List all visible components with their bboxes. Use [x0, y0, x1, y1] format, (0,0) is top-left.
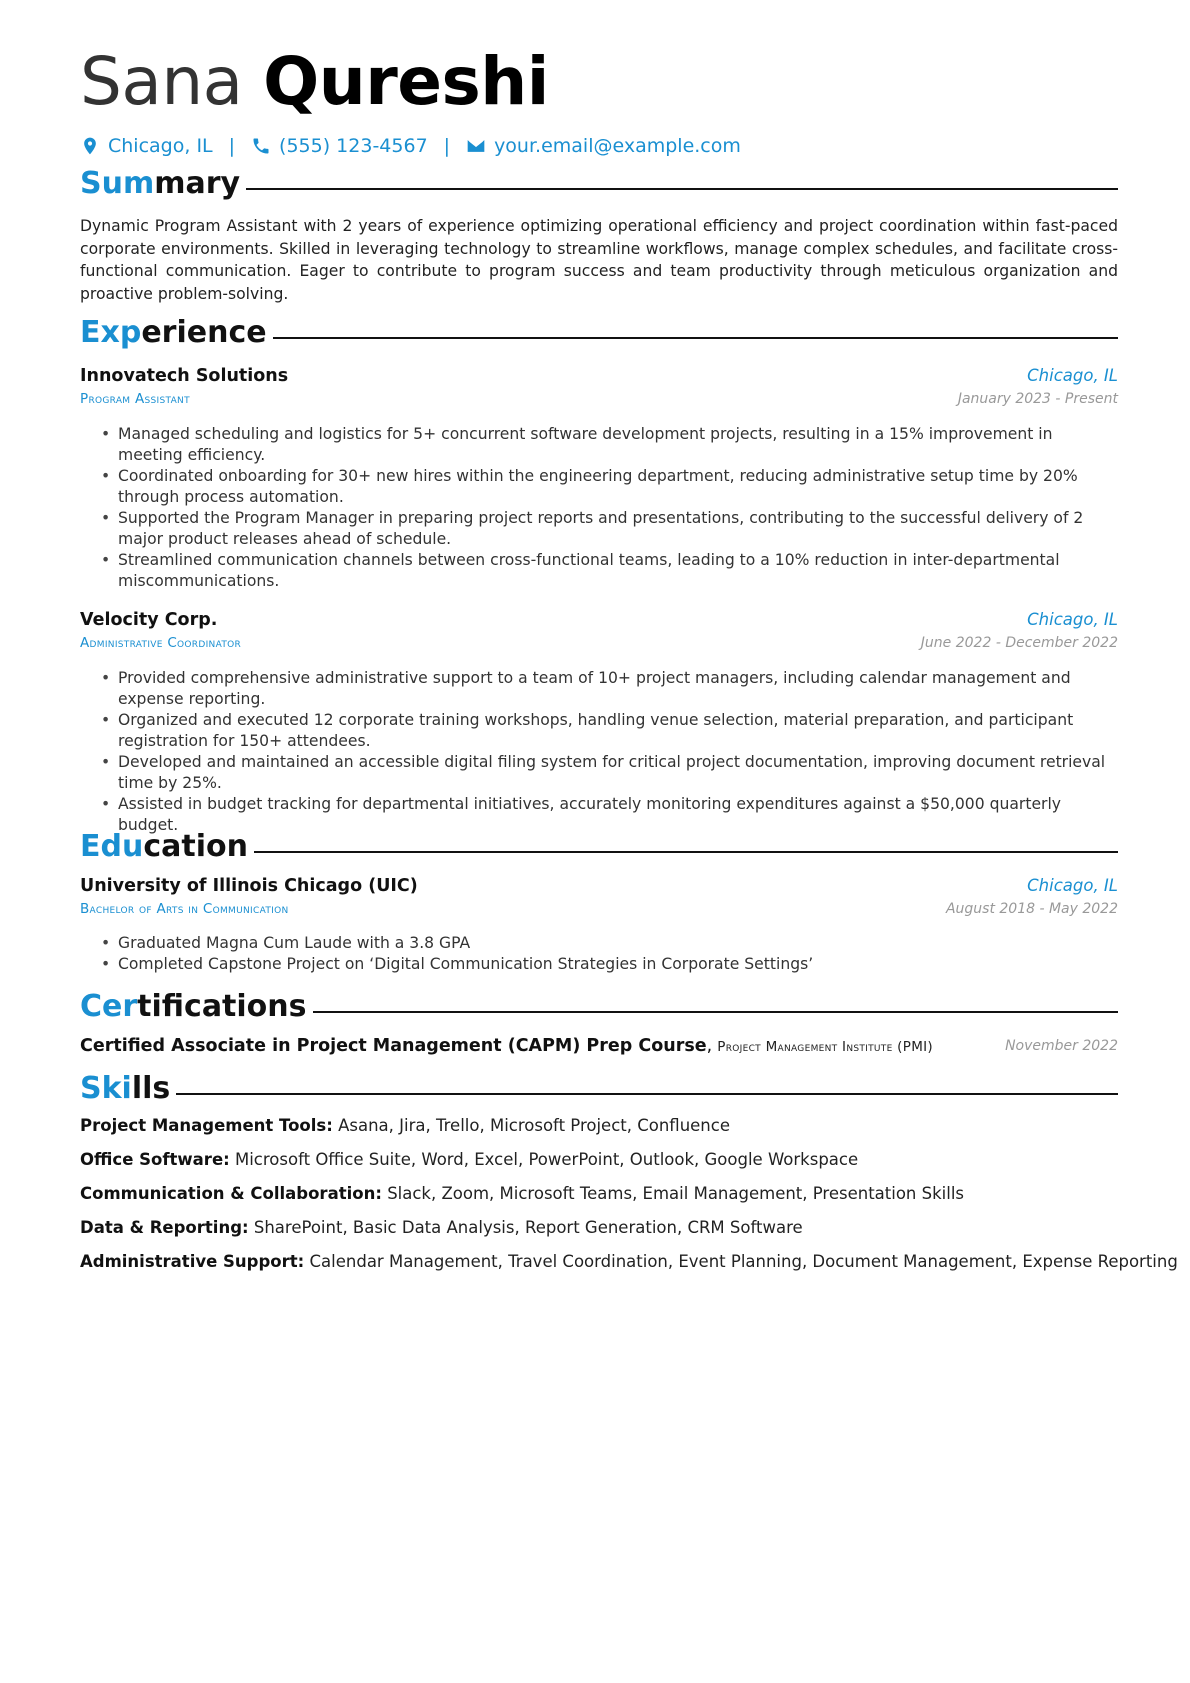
degree: Bachelor of Arts in Communication — [80, 901, 289, 917]
contact-phone[interactable] — [251, 133, 428, 159]
job-location: Chicago, IL — [1027, 366, 1118, 385]
list-item: • Developed and maintained an accessible digital filing system for critical project documentation, improving document retrieval time by 25%. — [118, 752, 1118, 794]
location-text: Chicago, IL — [108, 135, 213, 157]
education-header — [80, 874, 1118, 920]
job-bullets — [118, 424, 1118, 592]
contact-separator: | — [443, 135, 451, 157]
section-rule — [176, 1093, 1118, 1095]
title-rest: mary — [154, 165, 241, 201]
envelope-icon — [466, 136, 486, 156]
experience-section-header — [80, 312, 1118, 352]
list-item: • Streamlined communication channels between cross-functional teams, leading to a 10% reduction in inter-departmental miscommunications. — [118, 550, 1118, 592]
title-rest: tifications — [137, 988, 307, 1024]
title-highlight: Edu — [80, 828, 144, 864]
title-highlight: Cer — [80, 988, 138, 1024]
job-header — [80, 608, 1118, 654]
title-rest: erience — [141, 314, 267, 350]
skill-label: Communication & Collaboration: — [80, 1184, 382, 1203]
job-dates: January 2023 - Present — [957, 391, 1118, 407]
list-item: • Assisted in budget tracking for departmental initiatives, accurately monitoring expenditures against a $50,000 quarterly budget. — [118, 794, 1118, 836]
skill-label: Office Software: — [80, 1150, 230, 1169]
skill-row — [80, 1148, 1118, 1172]
school-location: Chicago, IL — [1027, 876, 1118, 895]
section-title — [80, 315, 267, 350]
last-name: Qureshi — [263, 43, 549, 120]
skill-value: Slack, Zoom, Microsoft Teams, Email Management, Presentation Skills — [387, 1184, 965, 1203]
list-item: • Provided comprehensive administrative support to a team of 10+ project managers, including calendar management and expense reporting. — [118, 668, 1118, 710]
skill-label: Project Management Tools: — [80, 1116, 333, 1135]
list-item: • Coordinated onboarding for 30+ new hires within the engineering department, reducing administrative setup time by 20% through process automation. — [118, 466, 1118, 508]
education-dates: August 2018 - May 2022 — [945, 901, 1118, 917]
contact-separator: | — [228, 135, 236, 157]
contact-location — [80, 133, 213, 159]
section-rule — [313, 1011, 1118, 1013]
certification-separator: , — [706, 1036, 713, 1056]
skill-row — [80, 1114, 1118, 1138]
title-rest: cation — [143, 828, 248, 864]
list-item: • Managed scheduling and logistics for 5+ concurrent software development projects, resulting in a 15% improvement in meeting efficiency. — [118, 424, 1118, 466]
certification-name: Certified Associate in Project Management (CAPM) Prep Course — [80, 1036, 707, 1056]
title-rest: lls — [131, 1070, 171, 1106]
job-bullets — [118, 668, 1118, 836]
certification-entry — [80, 1034, 1118, 1059]
section-title — [80, 989, 307, 1024]
skill-label: Administrative Support: — [80, 1252, 305, 1271]
skill-row — [80, 1250, 1178, 1274]
list-item: • Supported the Program Manager in preparing project reports and presentations, contributing to the successful delivery of 2 major product releases ahead of schedule. — [118, 508, 1118, 550]
skill-row — [80, 1216, 1118, 1240]
section-title — [80, 1071, 170, 1106]
section-title — [80, 166, 240, 201]
section-title — [80, 829, 248, 864]
map-pin-icon — [80, 136, 100, 156]
education-bullets — [118, 933, 1118, 975]
list-item: • Completed Capstone Project on ‘Digital Communication Strategies in Corporate Settings’ — [118, 954, 1118, 975]
title-highlight: Exp — [80, 314, 142, 350]
title-highlight: Sum — [80, 165, 155, 201]
job-dates: June 2022 - December 2022 — [920, 635, 1118, 651]
list-item: • Organized and executed 12 corporate training workshops, handling venue selection, material preparation, and participant registration for 150+ attendees. — [118, 710, 1118, 752]
summary-text: Dynamic Program Assistant with 2 years of experience optimizing operational efficiency and project coordination within fast-paced corporate environments. Skilled in leveraging technology to streamline workflows, manage complex schedules, and facilitate cross-functional communication. Eager to contribute to program success and team productivity through meticulous organization and proactive problem-solving. — [80, 217, 1118, 303]
phone-icon — [251, 136, 271, 156]
job-header — [80, 364, 1118, 410]
title-highlight: Ski — [80, 1070, 132, 1106]
certifications-section-header — [80, 986, 1118, 1026]
job-role: Program Assistant — [80, 391, 190, 407]
school-name: University of Illinois Chicago (UIC) — [80, 876, 418, 896]
contact-row — [80, 133, 741, 159]
section-rule — [254, 851, 1118, 853]
skill-value: Microsoft Office Suite, Word, Excel, PowerPoint, Outlook, Google Workspace — [234, 1150, 859, 1169]
job-location: Chicago, IL — [1027, 610, 1118, 629]
education-section-header — [80, 826, 1118, 866]
list-item: • Graduated Magna Cum Laude with a 3.8 GPA — [118, 933, 1118, 954]
contact-email[interactable] — [466, 133, 741, 159]
phone-text: (555) 123-4567 — [279, 135, 428, 157]
skill-value: Asana, Jira, Trello, Microsoft Project, Confluence — [338, 1116, 730, 1135]
certification-date: November 2022 — [1005, 1038, 1118, 1054]
skill-value: SharePoint, Basic Data Analysis, Report Generation, CRM Software — [253, 1218, 803, 1237]
skill-label: Data & Reporting: — [80, 1218, 249, 1237]
skill-row — [80, 1182, 1118, 1206]
job-role: Administrative Coordinator — [80, 635, 242, 651]
skills-section-header — [80, 1068, 1118, 1108]
section-rule — [246, 188, 1118, 190]
company-name: Velocity Corp. — [80, 610, 218, 630]
email-text: your.email@example.com — [494, 135, 741, 157]
skill-value: Calendar Management, Travel Coordination, Event Planning, Document Management, Expense Reporting — [309, 1252, 1178, 1271]
section-rule — [273, 337, 1118, 339]
candidate-name — [80, 44, 549, 120]
company-name: Innovatech Solutions — [80, 366, 289, 386]
certification-institute: Project Management Institute (PMI) — [717, 1039, 933, 1055]
summary-section-header — [80, 163, 1118, 203]
first-name: Sana — [80, 43, 243, 120]
